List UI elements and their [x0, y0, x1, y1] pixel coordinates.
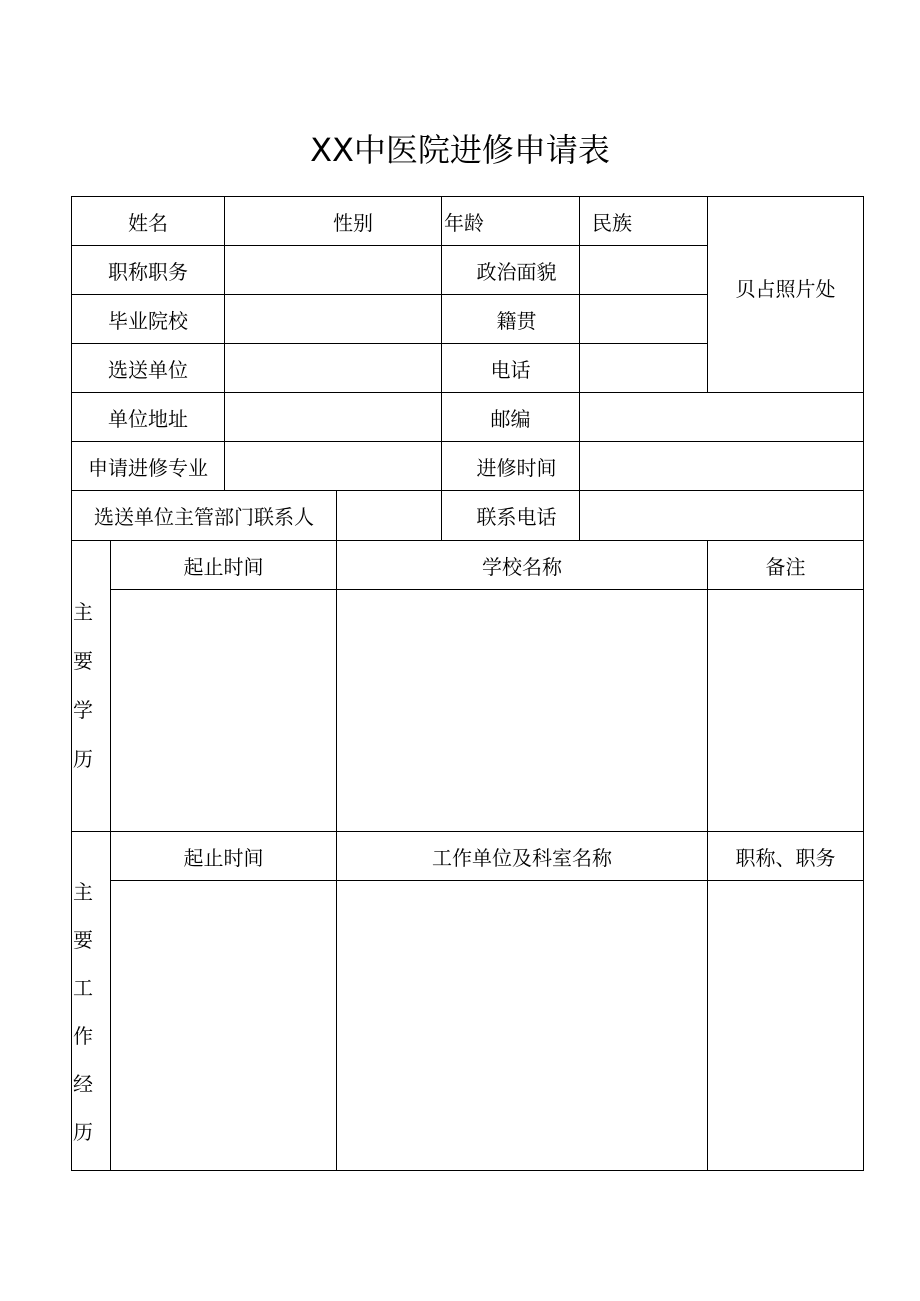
work-header-period: 起止时间 [110, 831, 337, 881]
label-age: 年龄 [441, 196, 580, 246]
label-title-position: 职称职务 [71, 245, 225, 295]
label-unit-address: 单位地址 [71, 392, 225, 442]
work-cell-title[interactable] [707, 880, 864, 1171]
label-major: 申请进修专业 [71, 441, 225, 491]
label-sending-unit: 选送单位 [71, 343, 225, 393]
field-training-time[interactable] [579, 441, 864, 491]
work-side-label [71, 831, 111, 1171]
label-phone: 电话 [441, 343, 580, 393]
field-title-position[interactable] [224, 245, 442, 295]
label-gender: 性别 [224, 196, 442, 246]
photo-area: 贝占照片处 [707, 196, 864, 393]
education-cell-notes[interactable] [707, 589, 864, 832]
field-sending-unit[interactable] [224, 343, 442, 393]
field-school[interactable] [224, 294, 442, 344]
work-header-title: 职称、职务 [707, 831, 864, 881]
field-contact-phone[interactable] [579, 490, 864, 541]
education-side-char: 历 [73, 747, 93, 771]
education-side-char: 学 [73, 698, 93, 722]
label-political-status: 政治面貌 [441, 245, 580, 295]
field-phone[interactable] [579, 343, 708, 393]
work-side-char: 经 [73, 1072, 93, 1096]
work-side-char: 主 [73, 880, 93, 904]
label-postcode: 邮编 [441, 392, 580, 442]
work-cell-period[interactable] [110, 880, 337, 1171]
work-side-char: 作 [73, 1024, 93, 1048]
field-postcode[interactable] [579, 392, 864, 442]
label-name: 姓名 [71, 196, 225, 246]
work-cell-unit[interactable] [336, 880, 708, 1171]
education-header-school: 学校名称 [336, 540, 708, 590]
education-header-period: 起止时间 [110, 540, 337, 590]
education-side-char: 主 [73, 600, 93, 624]
label-contact-phone: 联系电话 [441, 490, 580, 541]
label-contact-person: 选送单位主管部门联系人 [71, 490, 337, 541]
field-contact-person[interactable] [336, 490, 442, 541]
work-side-char: 历 [73, 1120, 93, 1144]
label-training-time: 进修时间 [441, 441, 580, 491]
page-title: XX中医院进修申请表 [310, 131, 610, 169]
field-native-place[interactable] [579, 294, 708, 344]
label-ethnicity: 民族 [579, 196, 708, 246]
education-side-char: 要 [73, 649, 93, 673]
label-native-place: 籍贯 [441, 294, 580, 344]
label-school: 毕业院校 [71, 294, 225, 344]
work-header-unit: 工作单位及科室名称 [336, 831, 708, 881]
field-political-status[interactable] [579, 245, 708, 295]
field-major[interactable] [224, 441, 442, 491]
education-header-notes: 备注 [707, 540, 864, 590]
work-side-char: 要 [73, 928, 93, 952]
work-side-char: 工 [73, 976, 93, 1000]
education-side-label [71, 540, 111, 832]
education-cell-school[interactable] [336, 589, 708, 832]
education-cell-period[interactable] [110, 589, 337, 832]
field-unit-address[interactable] [224, 392, 442, 442]
